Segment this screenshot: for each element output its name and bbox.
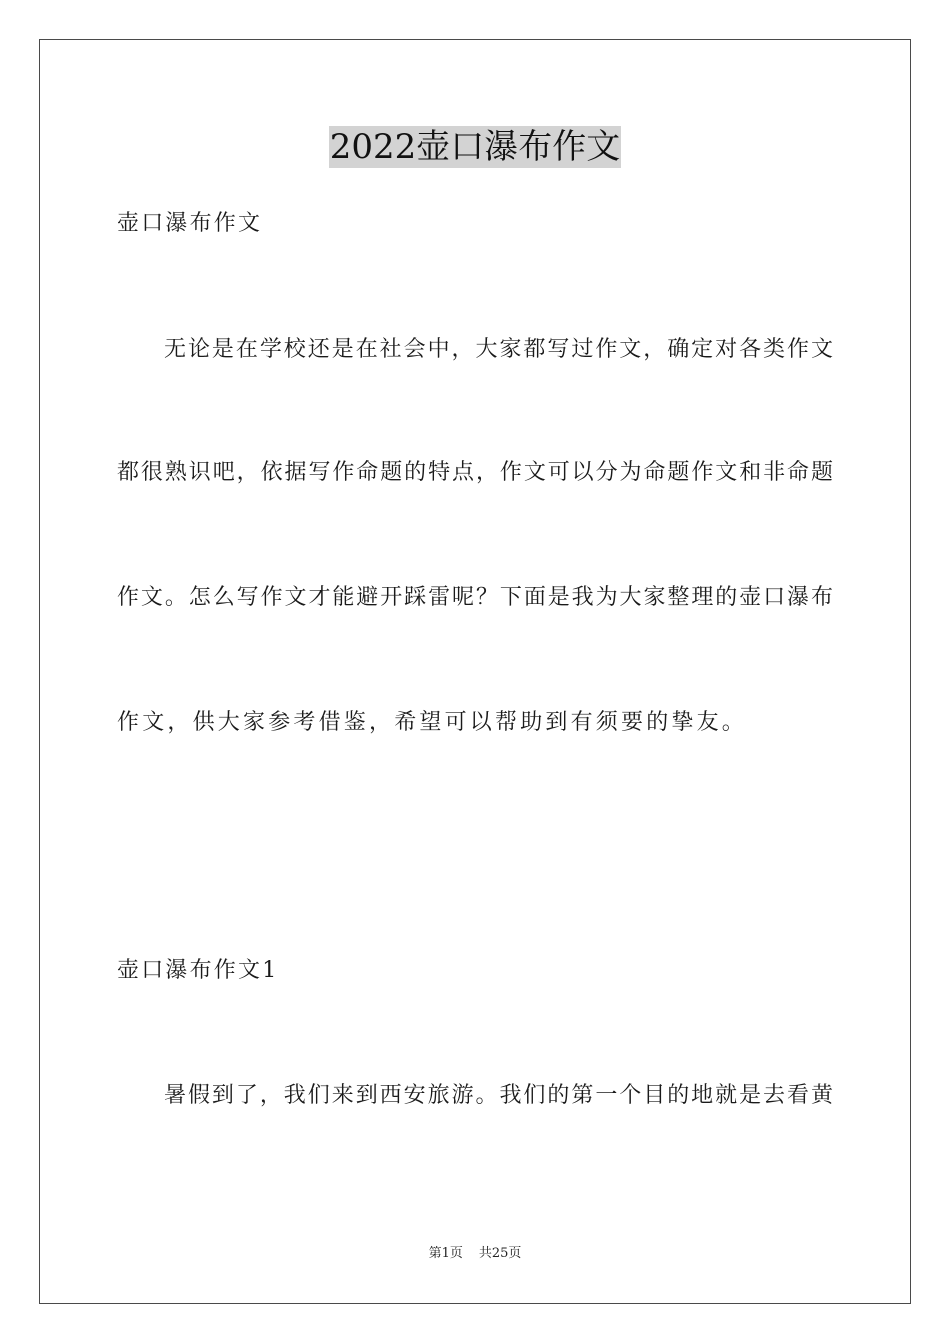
document-subtitle: 壶口瀑布作文 bbox=[117, 211, 263, 236]
page-footer bbox=[0, 1245, 950, 1263]
intro-line-1: 无论是在学校还是在社会中，大家都写过作文，确定对各类作文 bbox=[164, 337, 833, 362]
section-first-line: 暑假到了，我们来到西安旅游。我们的第一个目的地就是去看黄 bbox=[164, 1083, 833, 1108]
intro-line-2: 都很熟识吧，依据写作命题的特点，作文可以分为命题作文和非命题 bbox=[117, 460, 833, 485]
page-total: 共25页 bbox=[478, 1246, 522, 1261]
title-container bbox=[0, 126, 950, 168]
intro-line-4: 作文，供大家参考借鉴，希望可以帮助到有须要的挚友。 bbox=[117, 710, 748, 735]
intro-line-3: 作文。怎么写作文才能避开踩雷呢？下面是我为大家整理的壶口瀑布 bbox=[117, 585, 833, 610]
document-title: 2022壶口瀑布作文 bbox=[329, 127, 621, 167]
page-number: 第1页 bbox=[428, 1246, 463, 1261]
section-heading: 壶口瀑布作文1 bbox=[117, 958, 279, 983]
